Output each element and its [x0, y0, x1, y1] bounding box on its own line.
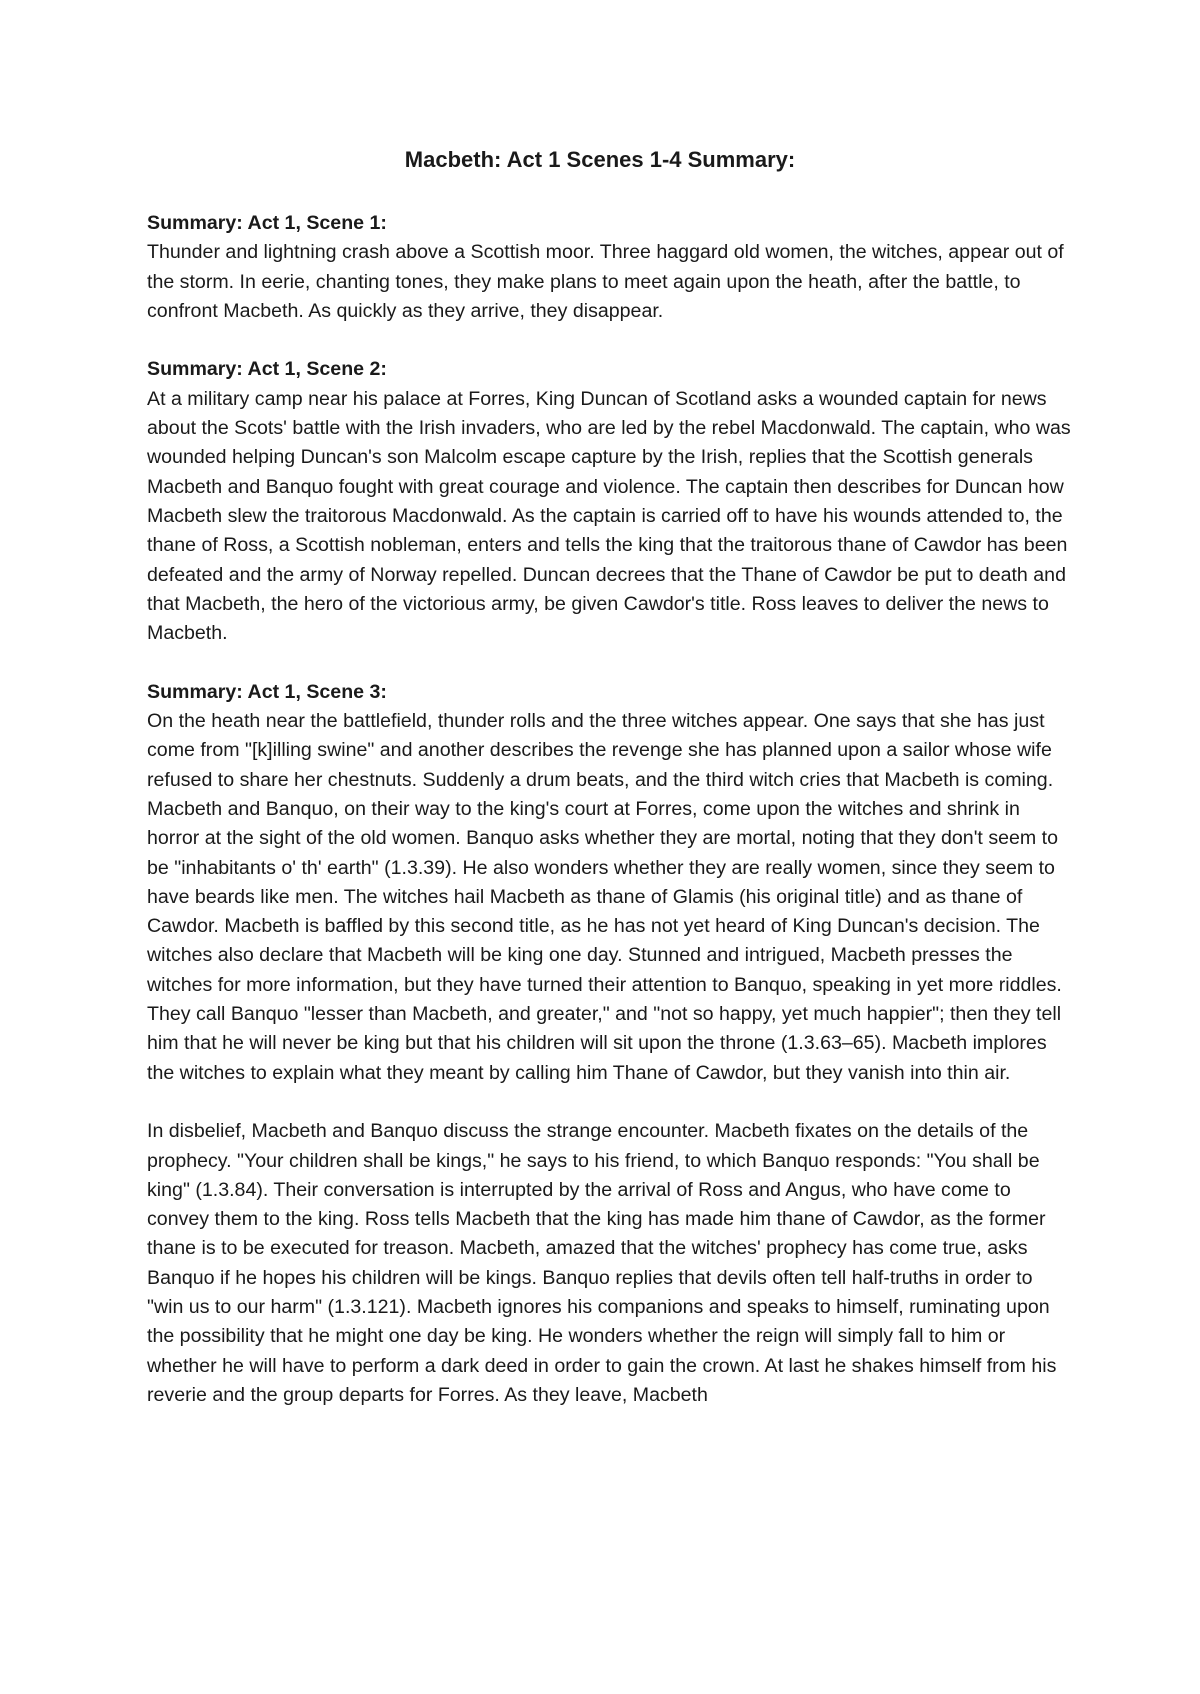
section-heading: Summary: Act 1, Scene 2: — [147, 358, 387, 381]
section-paragraph: In disbelief, Macbeth and Banquo discuss the strange encounter. Macbeth fixates on the details of the prophecy. "Your children shall be kings," he says to his friend, to which Banquo responds: "You shall be king" (1.3.84). Their conversation is interrupted by the arrival of Ross and Angus, who have come to convey them to the king. Ross tells Macbeth that the king has made him thane of Cawdor, as the former thane is to be executed for treason. Macbeth, amazed that the witches' prophecy has come true, asks Banquo if he hopes his children will be kings. Banquo replies that devils often tell half-truths in order to "win us to our harm" (1.3.121). Macbeth ignores his companions and speaks to himself, ruminating upon the possibility that he might one day be king. He wonders whether the reign will simply fall to him or whether he will have to perform a dark deed in order to gain the crown. At last he shakes himself from his reverie and the group departs for Forres. As they leave, Macbeth — [147, 1120, 1057, 1406]
section-scene-2 — [147, 355, 1072, 648]
section-scene-1 — [147, 209, 1072, 326]
section-paragraph: Thunder and lightning crash above a Scottish moor. Three haggard old women, the witches, appear out of the storm. In eerie, chanting tones, they make plans to meet again upon the heath, after the battle, to confront Macbeth. As quickly as they arrive, they disappear. — [147, 241, 1064, 322]
section-scene-3-continued — [147, 1117, 1072, 1410]
section-paragraph: On the heath near the battlefield, thunder rolls and the three witches appear. One says that she has just come from "[k]illing swine" and another describes the revenge she has planned upon a sailor whose wife refused to share her chestnuts. Suddenly a drum beats, and the third witch cries that Macbeth is coming. Macbeth and Banquo, on their way to the king's court at Forres, come upon the witches and shrink in horror at the sight of the old women. Banquo asks whether they are mortal, noting that they don't seem to be "inhabitants o' th' earth" (1.3.39). He also wonders whether they are really women, since they seem to have beards like men. The witches hail Macbeth as thane of Glamis (his original title) and as thane of Cawdor. Macbeth is baffled by this second title, as he has not yet heard of King Duncan's decision. The witches also declare that Macbeth will be king one day. Stunned and intrigued, Macbeth presses the witches for more information, but they have turned their attention to Banquo, speaking in yet more riddles. They call Banquo "lesser than Macbeth, and greater," and "not so happy, yet much happier"; then they tell him that he will never be king but that his children will sit upon the throne (1.3.63–65). Macbeth implores the witches to explain what they meant by calling him Thane of Cawdor, but they vanish into thin air. — [147, 710, 1062, 1084]
section-scene-3 — [147, 678, 1072, 1088]
section-heading: Summary: Act 1, Scene 3: — [147, 680, 387, 703]
section-paragraph: At a military camp near his palace at Forres, King Duncan of Scotland asks a wounded captain for news about the Scots' battle with the Irish invaders, who are led by the rebel Macdonwald. The captain, who was wounded helping Duncan's son Malcolm escape capture by the Irish, replies that the Scottish generals Macbeth and Banquo fought with great courage and violence. The captain then describes for Duncan how Macbeth slew the traitorous Macdonwald. As the captain is carried off to have his wounds attended to, the thane of Ross, a Scottish nobleman, enters and tells the king that the traitorous thane of Cawdor has been defeated and the army of Norway repelled. Duncan decrees that the Thane of Cawdor be put to death and that Macbeth, the hero of the victorious army, be given Cawdor's title. Ross leaves to deliver the news to Macbeth. — [147, 387, 1071, 645]
document-body — [147, 209, 1072, 1439]
section-heading: Summary: Act 1, Scene 1: — [147, 212, 387, 234]
document-title: Macbeth: Act 1 Scenes 1-4 Summary: — [404, 147, 796, 172]
